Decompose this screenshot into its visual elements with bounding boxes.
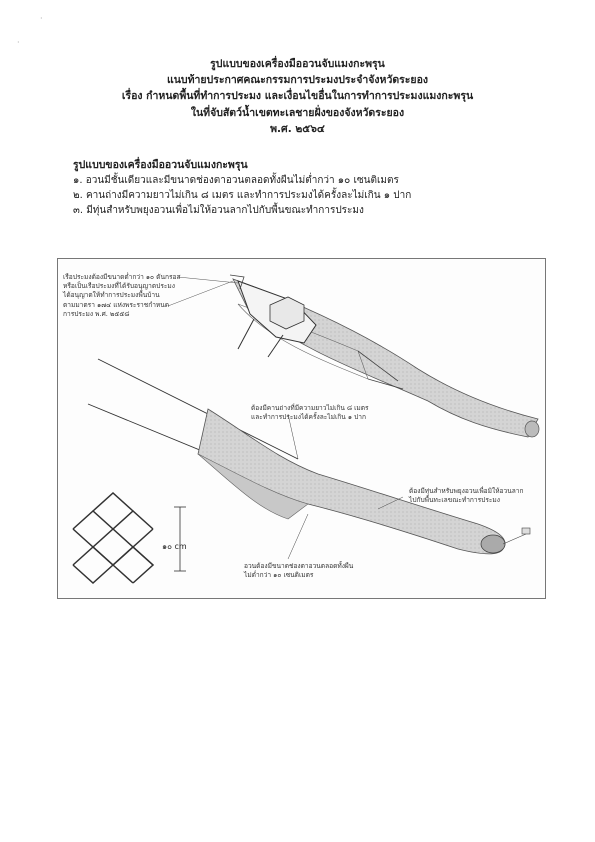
net-illustration [57,258,546,599]
header-area-line: ในที่จับสัตว์น้ำเขตทะเลชายฝั่งของจังหวัดระยอง [190,106,405,119]
beam-length-note: ต้องมีคานถ่างที่มีความยาวไม่เกิน ๘ เมตร และทำการประมงได้ครั้งละไม่เกิน ๑ ปาก [251,404,369,422]
boat-boom [238,319,254,349]
main-net-group [198,409,530,554]
mesh-size-label: ๑๐ cm [162,542,187,551]
header-year: พ.ศ. ๒๕๖๔ [270,122,325,135]
scan-speck: · [40,14,43,23]
mesh-detail [73,493,153,583]
spec-item-2: ๒. คานถ่างมีความยาวไม่เกิน ๘ เมตร และทำการประมงได้ครั้งละไม่เกิน ๑ ปาก [73,190,412,201]
header-subject-line: เรื่อง กำหนดพื้นที่ทำการประมง และเงื่อนไขอื่นในการทำการประมงแมงกะพรุน [121,90,474,103]
spec-item-1: ๑. อวนมีชั้นเดียวและมีขนาดช่องตาอวนตลอดทั้งผืนไม่ต่ำกว่า ๑๐ เซนติเมตร [73,175,399,186]
scan-speck: · [17,38,20,47]
header-attachment-line: แนบท้ายประกาศคณะกรรมการประมงประจำจังหวัดระยอง [166,74,429,87]
section-title: รูปแบบของเครื่องมืออวนจับแมงกะพรุน [73,159,248,171]
mesh-size-note: อวนต้องมีขนาดช่องตาอวนตลอดทั้งผืน ไม่ต่ำกว่า ๑๐ เซนติเมตร [244,562,354,580]
upper-net-float [525,421,539,437]
net-end-marker [522,528,530,534]
document-header [0,56,595,137]
main-net-float [481,535,505,553]
header-title: รูปแบบของเครื่องมืออวนจับแมงกะพรุน [210,58,385,70]
specification-section [73,158,543,218]
boat-size-note: เรือประมงต้องมีขนาดต่ำกว่า ๑๐ ตันกรอส หรือเป็นเรือประมงที่ได้รับอนุญาตประมง ได้อนุญาตให้ทำการประมงพื้นบ้าน ตามมาตรา ๑๗๔ แห่งพระราชกำหนด การประมง พ.ศ. ๒๕๕๘ [63,273,181,318]
float-note: ต้องมีทุ่นสำหรับพยุงอวนเพื่อมิให้อวนลาก ไปกับพื้นทะเลขณะทำการประมง [409,487,524,505]
spec-item-3: ๓. มีทุ่นสำหรับพยุงอวนเพื่อไม่ให้อวนลากไปกับพื้นขณะทำการประมง [73,205,364,216]
